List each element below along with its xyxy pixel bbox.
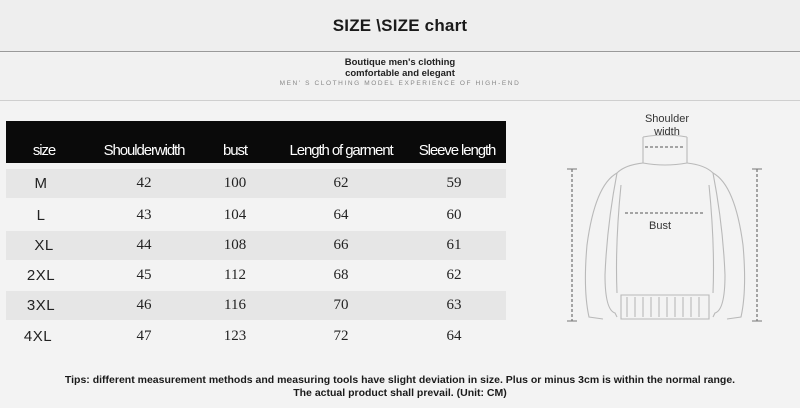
cell-size: M — [34, 175, 48, 192]
bust-label: Bust — [648, 220, 671, 232]
page-title: SIZE \SIZE chart — [332, 16, 468, 35]
cell-length: 66 — [333, 237, 349, 253]
cell-length: 70 — [333, 297, 349, 313]
table-header — [6, 121, 506, 163]
cell-size: XL — [34, 237, 54, 254]
cell-sleeve: 62 — [446, 267, 462, 283]
cell-size: 3XL — [26, 297, 56, 314]
cell-shoulder-width: 45 — [136, 267, 152, 283]
cell-shoulder-width: 47 — [136, 328, 152, 344]
cell-bust: 112 — [224, 267, 246, 283]
cell-shoulder-width: 46 — [136, 297, 152, 313]
cell-length: 68 — [333, 267, 349, 283]
cell-length: 64 — [333, 207, 349, 223]
table-row — [6, 322, 506, 351]
cell-sleeve: 59 — [446, 175, 462, 191]
header-length-of-garment: Length of garment — [289, 142, 393, 159]
cell-size: 2XL — [26, 267, 56, 284]
header-bust: bust — [223, 142, 247, 159]
cell-sleeve: 60 — [446, 207, 462, 223]
cell-shoulder-width: 42 — [136, 175, 152, 191]
shoulder-width-label — [633, 113, 701, 139]
cell-bust: 104 — [223, 207, 247, 223]
cell-shoulder-width: 43 — [136, 207, 152, 223]
cell-bust: 116 — [224, 297, 246, 313]
cell-bust: 108 — [223, 237, 247, 253]
shoulder-width-label-line-2: width — [654, 126, 680, 138]
cell-length: 72 — [333, 328, 349, 344]
garment-diagram — [545, 105, 790, 335]
cell-sleeve: 63 — [446, 297, 462, 313]
subtitle-line-2: comfortable and elegant — [345, 68, 455, 79]
table-row — [6, 231, 506, 260]
cell-sleeve: 61 — [446, 237, 462, 253]
header-band — [0, 0, 800, 52]
cell-size: 4XL — [23, 328, 53, 345]
table-row — [6, 169, 506, 198]
shoulder-width-label-line-1: Shoulder — [644, 113, 690, 125]
cell-shoulder-width: 44 — [136, 237, 152, 253]
cell-bust: 123 — [223, 328, 247, 344]
tagline: MEN' S CLOTHING MODEL EXPERIENCE OF HIGH-END — [279, 80, 521, 87]
cell-length: 62 — [333, 175, 349, 191]
cell-sleeve: 64 — [446, 328, 462, 344]
table-row — [6, 291, 506, 320]
table-row — [6, 261, 506, 290]
cell-size: L — [36, 207, 46, 224]
table-row — [6, 201, 506, 230]
header-shoulder-width: Shoulderwidth — [103, 142, 185, 159]
cell-bust: 100 — [223, 175, 247, 191]
header-sleeve-length: Sleeve length — [418, 142, 496, 159]
header-size: size — [32, 142, 56, 159]
tips-line-2: The actual product shall prevail. (Unit: CM) — [293, 387, 507, 399]
subtitle-block — [0, 53, 800, 101]
tips-line-1: Tips: different measurement methods and measuring tools have slight deviation in size. Plus or minus 3cm is within the normal range. — [64, 374, 736, 386]
subtitle-line-1: Boutique men's clothing — [344, 57, 456, 68]
tips-note — [0, 374, 800, 400]
